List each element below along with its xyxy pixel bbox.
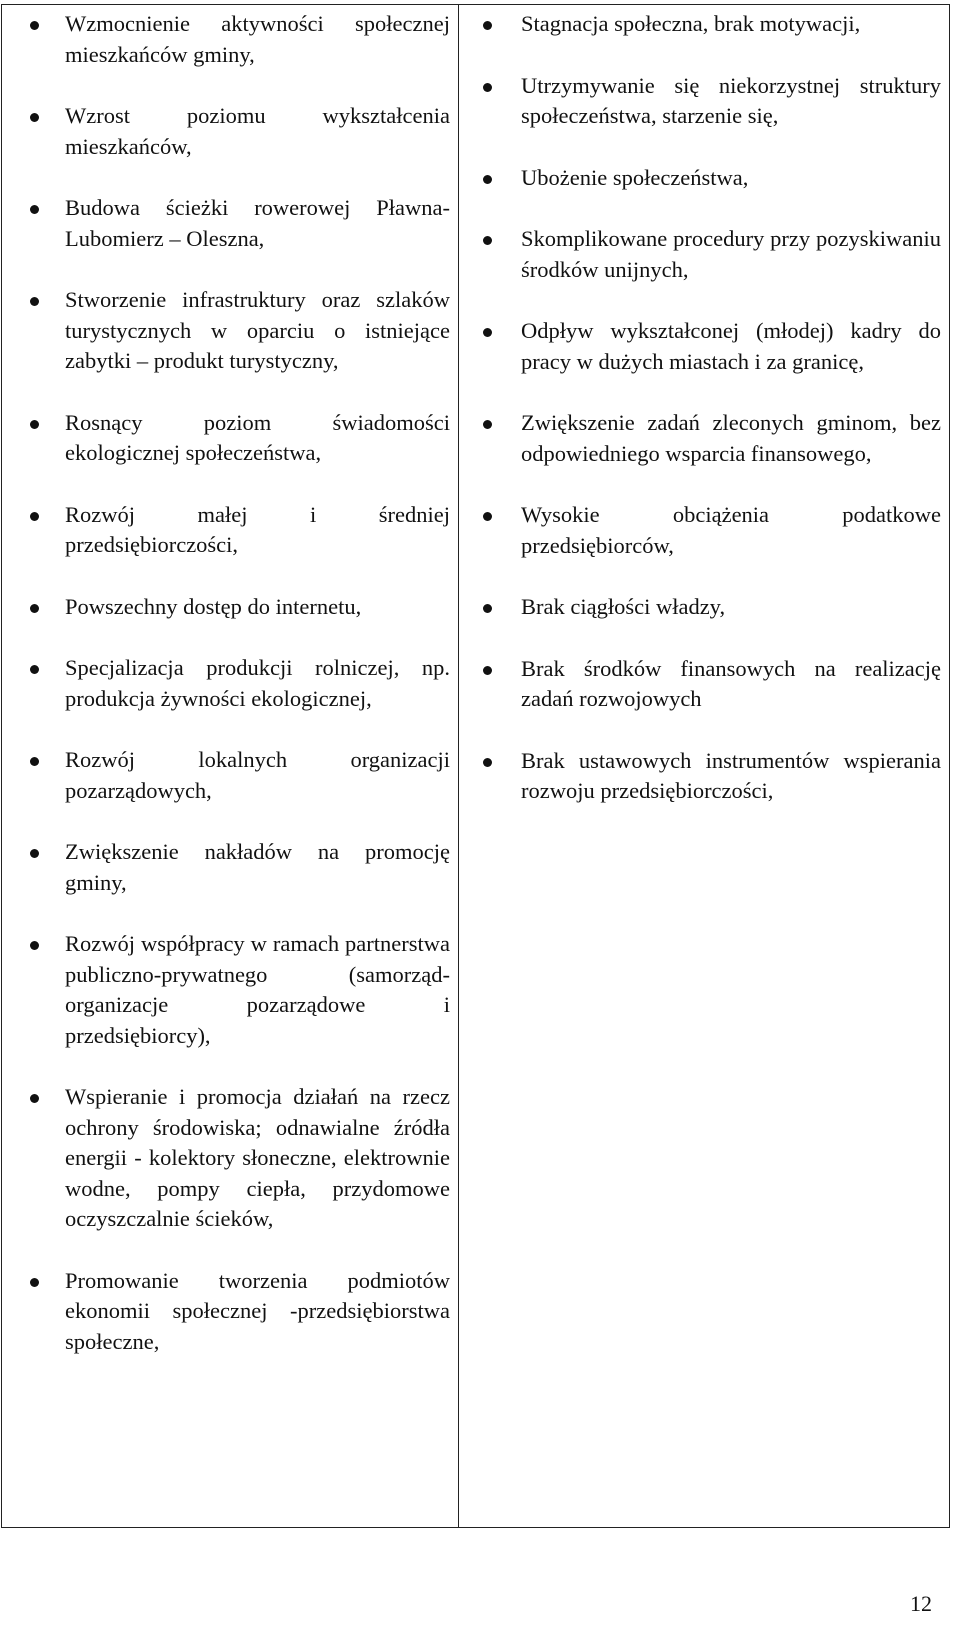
- bullet-icon: [483, 21, 492, 30]
- bullet-icon: [30, 512, 39, 521]
- bullet-icon: [30, 113, 39, 122]
- bullet-icon: [483, 175, 492, 184]
- bullet-icon: [483, 758, 492, 767]
- bullet-icon: [30, 604, 39, 613]
- list-item: Wspieranie i promocja działań na rzecz ochrony środowiska; odnawialne źródła energii - kolektory słoneczne, elektrownie wodne, pompy ciepła, przydomowe oczyszczalnie ścieków,: [2, 1082, 458, 1235]
- list-item: Skomplikowane procedury przy pozyskiwaniu środków unijnych,: [459, 224, 949, 285]
- bullet-icon: [30, 665, 39, 674]
- list-item: Specjalizacja produkcji rolniczej, np. produkcja żywności ekologicznej,: [2, 653, 458, 714]
- list-item: Wzmocnienie aktywności społecznej mieszkańców gminy,: [2, 9, 458, 70]
- bullet-icon: [30, 21, 39, 30]
- list-item: Rozwój lokalnych organizacji pozarządowych,: [2, 745, 458, 806]
- list-item: Rozwój współpracy w ramach partnerstwa publiczno-prywatnego (samorząd- organizacje pozarządowe i przedsiębiorcy),: [2, 929, 458, 1051]
- list-item: Brak środków finansowych na realizację zadań rozwojowych: [459, 654, 949, 715]
- bullet-icon: [30, 420, 39, 429]
- list-item: Rosnący poziom świadomości ekologicznej społeczeństwa,: [2, 408, 458, 469]
- list-item: Zwiększenie nakładów na promocję gminy,: [2, 837, 458, 898]
- list-item: Utrzymywanie się niekorzystnej struktury społeczeństwa, starzenie się,: [459, 71, 949, 132]
- list-item: Budowa ścieżki rowerowej Pławna-Lubomierz – Oleszna,: [2, 193, 458, 254]
- opportunities-column: [2, 5, 459, 1527]
- page-number: 12: [910, 1591, 932, 1616]
- bullet-icon: [30, 1278, 39, 1287]
- bullet-icon: [30, 757, 39, 766]
- bullet-icon: [483, 420, 492, 429]
- list-item: Rozwój małej i średniej przedsiębiorczości,: [2, 500, 458, 561]
- list-item: Odpływ wykształconej (młodej) kadry do pracy w dużych miastach i za granicę,: [459, 316, 949, 377]
- list-item: Promowanie tworzenia podmiotów ekonomii społecznej -przedsiębiorstwa społeczne,: [2, 1266, 458, 1358]
- bullet-icon: [30, 1094, 39, 1103]
- opportunities-list: [2, 9, 458, 1357]
- threats-list: [459, 9, 949, 807]
- bullet-icon: [30, 297, 39, 306]
- threats-column: [459, 5, 949, 1527]
- list-item: Wysokie obciążenia podatkowe przedsiębiorców,: [459, 500, 949, 561]
- list-item: Brak ciągłości władzy,: [459, 592, 949, 623]
- bullet-icon: [483, 236, 492, 245]
- list-item: Stagnacja społeczna, brak motywacji,: [459, 9, 949, 40]
- bullet-icon: [483, 604, 492, 613]
- bullet-icon: [483, 512, 492, 521]
- list-item: Ubożenie społeczeństwa,: [459, 163, 949, 194]
- list-item: Stworzenie infrastruktury oraz szlaków turystycznych w oparciu o istniejące zabytki – produkt turystyczny,: [2, 285, 458, 377]
- bullet-icon: [483, 83, 492, 92]
- bullet-icon: [483, 328, 492, 337]
- list-item: Powszechny dostęp do internetu,: [2, 592, 458, 623]
- list-item: Wzrost poziomu wykształcenia mieszkańców,: [2, 101, 458, 162]
- bullet-icon: [30, 941, 39, 950]
- bullet-icon: [483, 666, 492, 675]
- swot-table: [1, 4, 950, 1528]
- list-item: Brak ustawowych instrumentów wspierania rozwoju przedsiębiorczości,: [459, 746, 949, 807]
- list-item: Zwiększenie zadań zleconych gminom, bez odpowiedniego wsparcia finansowego,: [459, 408, 949, 469]
- bullet-icon: [30, 849, 39, 858]
- bullet-icon: [30, 205, 39, 214]
